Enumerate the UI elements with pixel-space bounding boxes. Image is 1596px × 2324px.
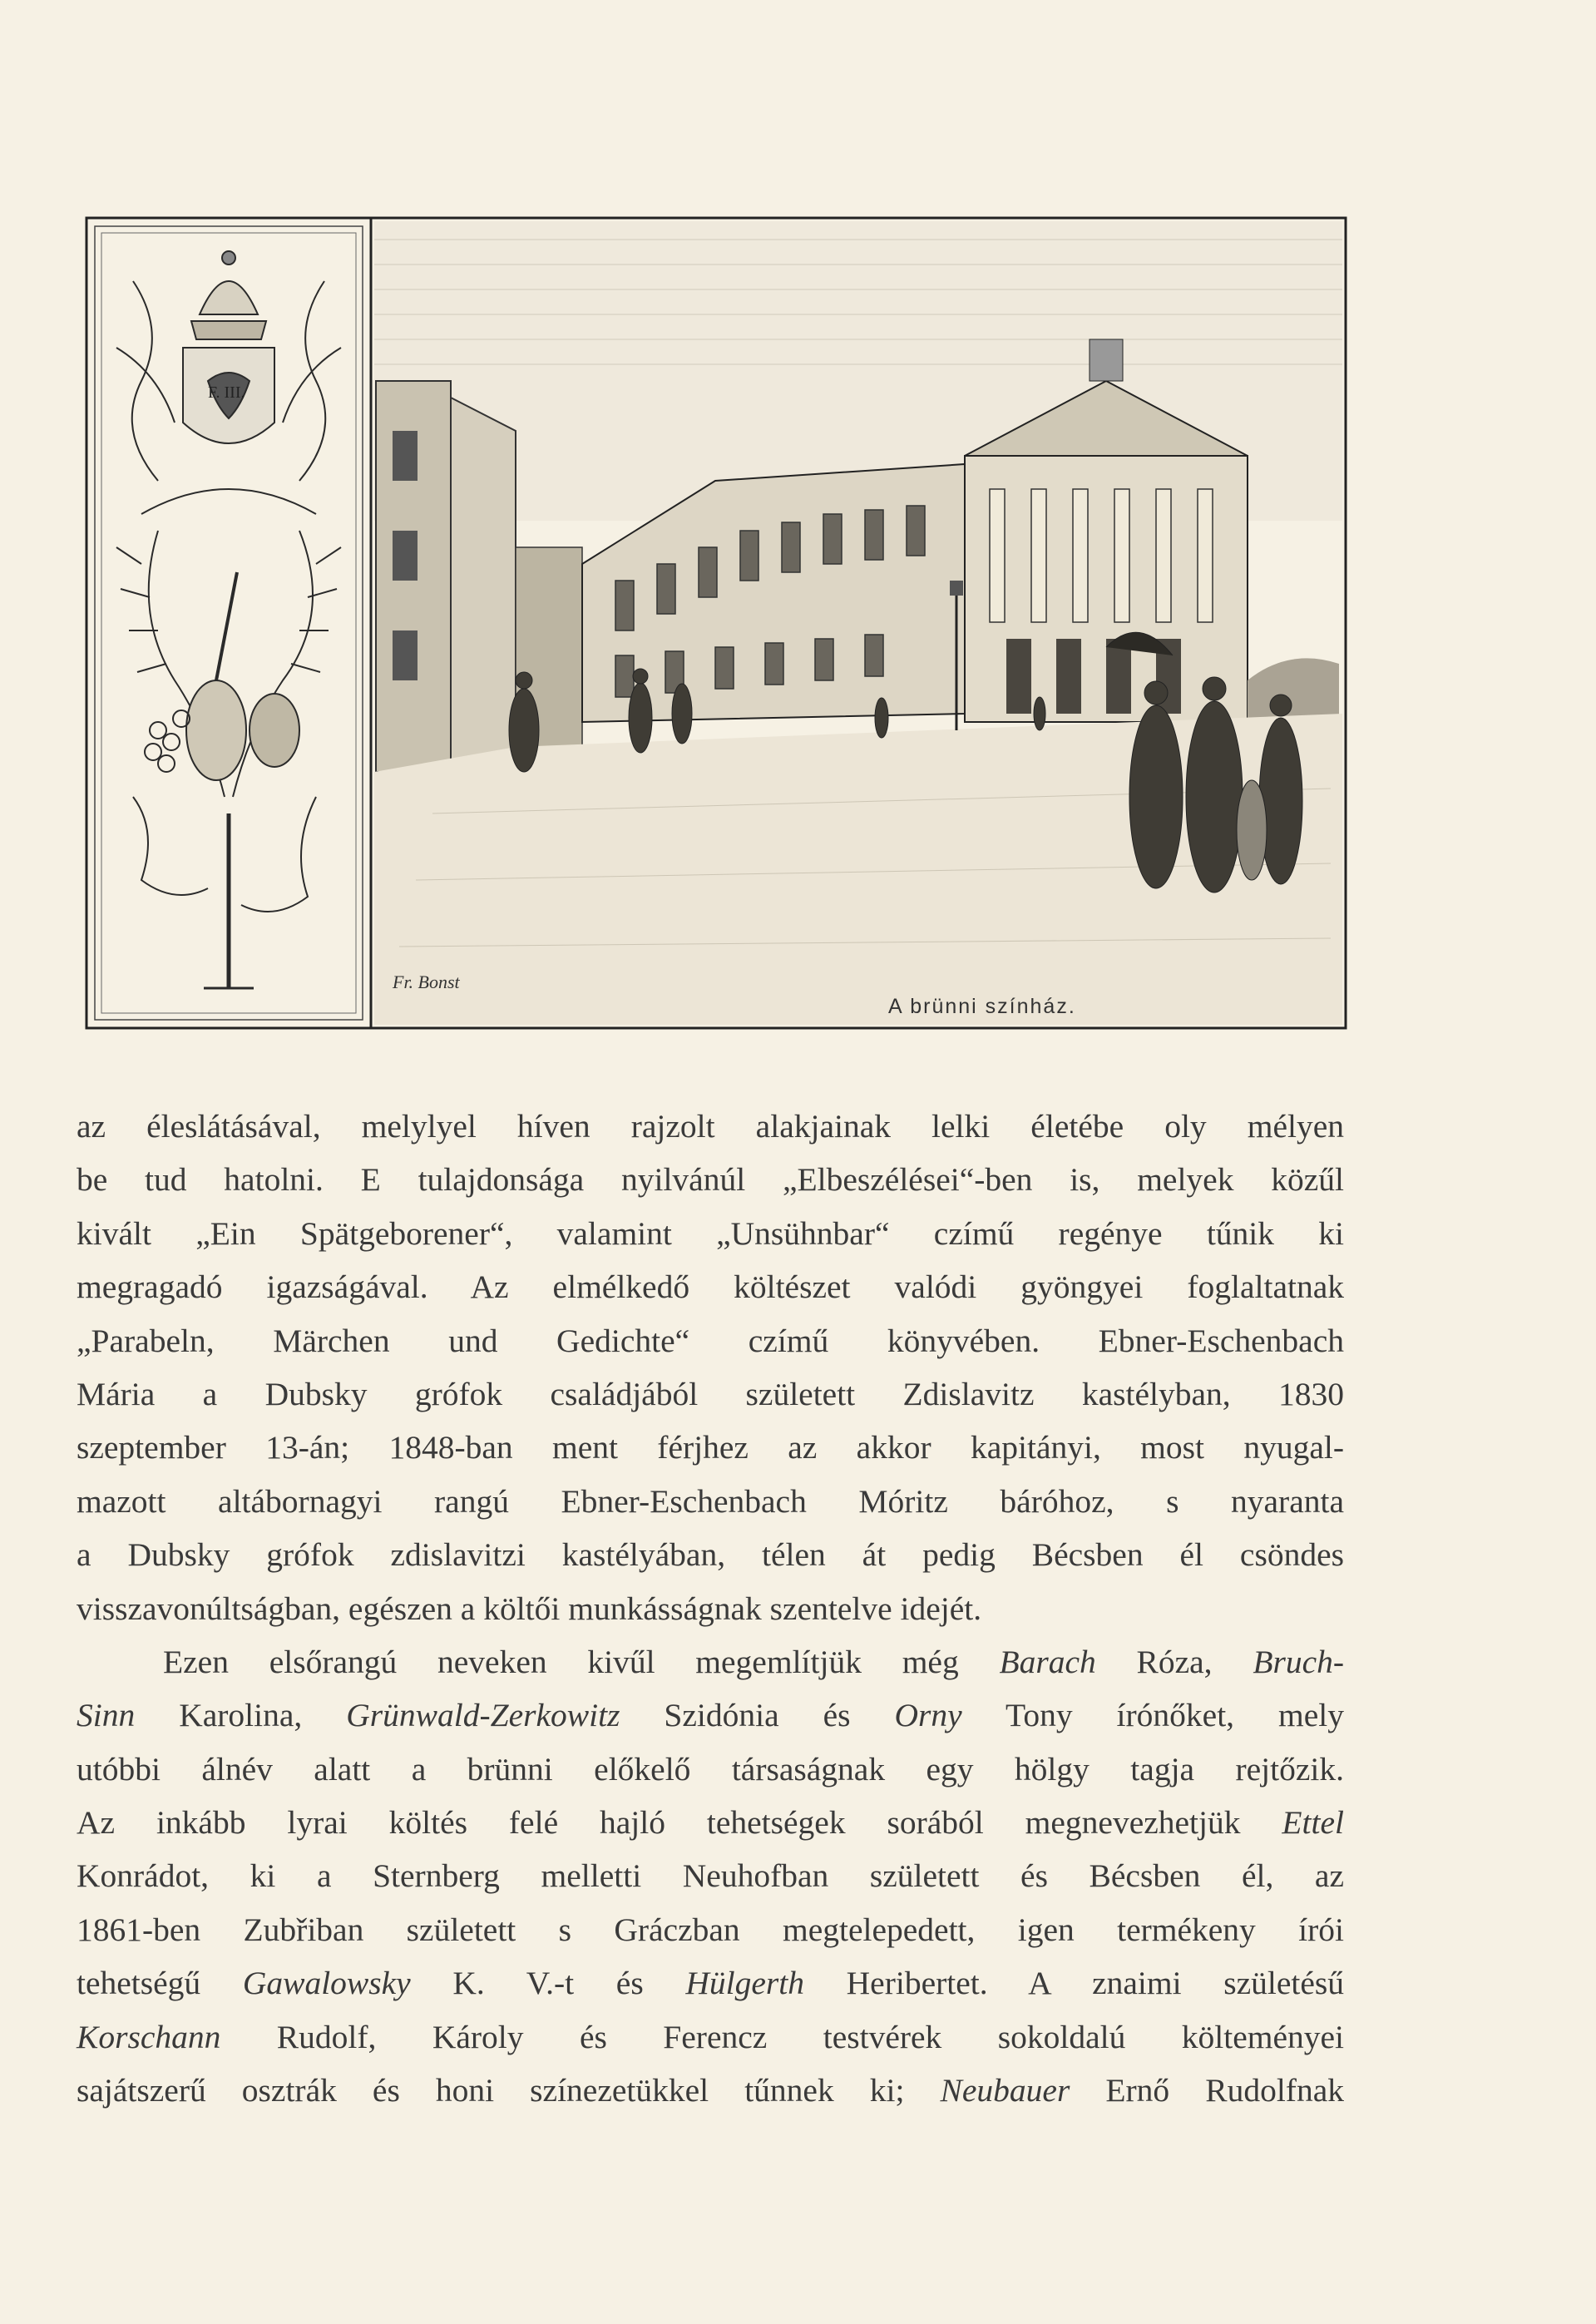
italic-name: Ettel bbox=[1282, 1804, 1344, 1842]
text-line bbox=[77, 1796, 1344, 1849]
italic-name: Barach bbox=[999, 1643, 1096, 1680]
text-segment: kivált „Ein Spätgeborener“, valamint „Unsühnbar“ czímű regénye tűnik ki bbox=[77, 1214, 1344, 1252]
text-line bbox=[77, 1100, 1344, 1153]
text-line bbox=[77, 1207, 1344, 1260]
engraving-svg bbox=[83, 215, 1349, 1031]
text-segment: Ernő Rudolfnak bbox=[1070, 2072, 1344, 2109]
text-segment: mazott altábornagyi rangú Ebner-Eschenbach Móritz báróhoz, s nyaranta bbox=[77, 1482, 1344, 1520]
italic-name: Sinn bbox=[77, 1697, 136, 1734]
text-line bbox=[77, 1849, 1344, 1902]
text-segment: Róza, bbox=[1095, 1643, 1253, 1680]
text-segment: Mária a Dubsky grófok családjából született Zdislavitz kastélyban, 1830 bbox=[77, 1375, 1344, 1412]
text-line bbox=[77, 1689, 1344, 1742]
text-line bbox=[77, 1956, 1344, 2010]
text-segment: sajátszerű osztrák és honi színezetükkel tűnnek ki; bbox=[77, 2072, 941, 2109]
text-line bbox=[77, 1475, 1344, 1528]
text-line bbox=[77, 1743, 1344, 1796]
text-line bbox=[77, 1582, 1344, 1635]
italic-name: Hülgerth bbox=[685, 1965, 804, 2002]
text-segment: utóbbi álnév alatt a brünni előkelő társaságnak egy hölgy tagja rejtőzik. bbox=[77, 1750, 1344, 1788]
text-line bbox=[77, 1528, 1344, 1581]
italic-name: Gawalowsky bbox=[242, 1965, 411, 2002]
text-line bbox=[77, 1635, 1344, 1689]
italic-name: Korschann bbox=[77, 2018, 221, 2055]
artist-signature: Fr. Bonst bbox=[393, 972, 460, 992]
theatre-illustration bbox=[83, 215, 1349, 1031]
italic-name: Bruch- bbox=[1253, 1643, 1344, 1680]
text-segment: Szidónia és bbox=[620, 1697, 895, 1734]
text-segment: tehetségű bbox=[77, 1965, 243, 2002]
italic-name: Grünwald-Zerkowitz bbox=[346, 1697, 620, 1734]
text-segment: K. V.-t és bbox=[410, 1965, 686, 2002]
text-segment: 1861-ben Zubřiban született s Gráczban megtelepedett, igen termékeny írói bbox=[77, 1911, 1344, 1948]
text-line bbox=[77, 2064, 1344, 2117]
text-line bbox=[77, 1421, 1344, 1474]
text-segment: „Parabeln, Märchen und Gedichte“ czímű könyvében. Ebner-Eschenbach bbox=[77, 1322, 1344, 1359]
text-segment: az éleslátásával, melylyel híven rajzolt alakjainak lelki életébe oly mélyen bbox=[77, 1108, 1344, 1145]
text-line bbox=[77, 1367, 1344, 1421]
text-line bbox=[77, 2010, 1344, 2064]
theatre-scene bbox=[374, 221, 1342, 1025]
italic-name: Orny bbox=[894, 1697, 962, 1734]
text-line bbox=[77, 1314, 1344, 1367]
body-text bbox=[77, 1100, 1344, 2117]
text-line bbox=[77, 1260, 1344, 1313]
crest-ornament bbox=[116, 251, 341, 988]
text-segment: Tony írónőket, mely bbox=[961, 1697, 1344, 1734]
text-line bbox=[77, 1903, 1344, 1956]
crest-monogram: F. III. bbox=[208, 383, 245, 402]
text-segment: szeptember 13-án; 1848-ban ment férjhez az akkor kapitányi, most nyugal- bbox=[77, 1429, 1344, 1466]
text-segment: be tud hatolni. E tulajdonsága nyilvánúl „Elbeszélései“-ben is, melyek közűl bbox=[77, 1161, 1344, 1199]
text-segment: Konrádot, ki a Sternberg melletti Neuhofban született és Bécsben él, az bbox=[77, 1857, 1344, 1895]
text-segment: Karolina, bbox=[135, 1697, 347, 1734]
text-segment: megragadó igazságával. Az elmélkedő költészet valódi gyöngyei foglaltatnak bbox=[77, 1268, 1344, 1306]
text-segment: a Dubsky grófok zdislavitzi kastélyában, télen át pedig Bécsben él csöndes bbox=[77, 1536, 1344, 1574]
text-line bbox=[77, 1153, 1344, 1206]
text-segment: Heribertet. A znaimi születésű bbox=[803, 1965, 1345, 2002]
text-segment: Rudolf, Károly és Ferencz testvérek sokoldalú költeményei bbox=[220, 2018, 1344, 2055]
illustration-caption: A brünni színház. bbox=[888, 995, 1076, 1018]
text-segment: Az inkább lyrai költés felé hajló tehetségek sorából megnevezhetjük bbox=[77, 1804, 1282, 1842]
text-segment: Ezen elsőrangú neveken kivűl megemlítjük még bbox=[163, 1643, 1000, 1680]
italic-name: Neubauer bbox=[940, 2072, 1070, 2109]
text-segment: visszavonúltságban, egészen a költői munkásságnak szentelve idejét. bbox=[77, 1590, 982, 1627]
